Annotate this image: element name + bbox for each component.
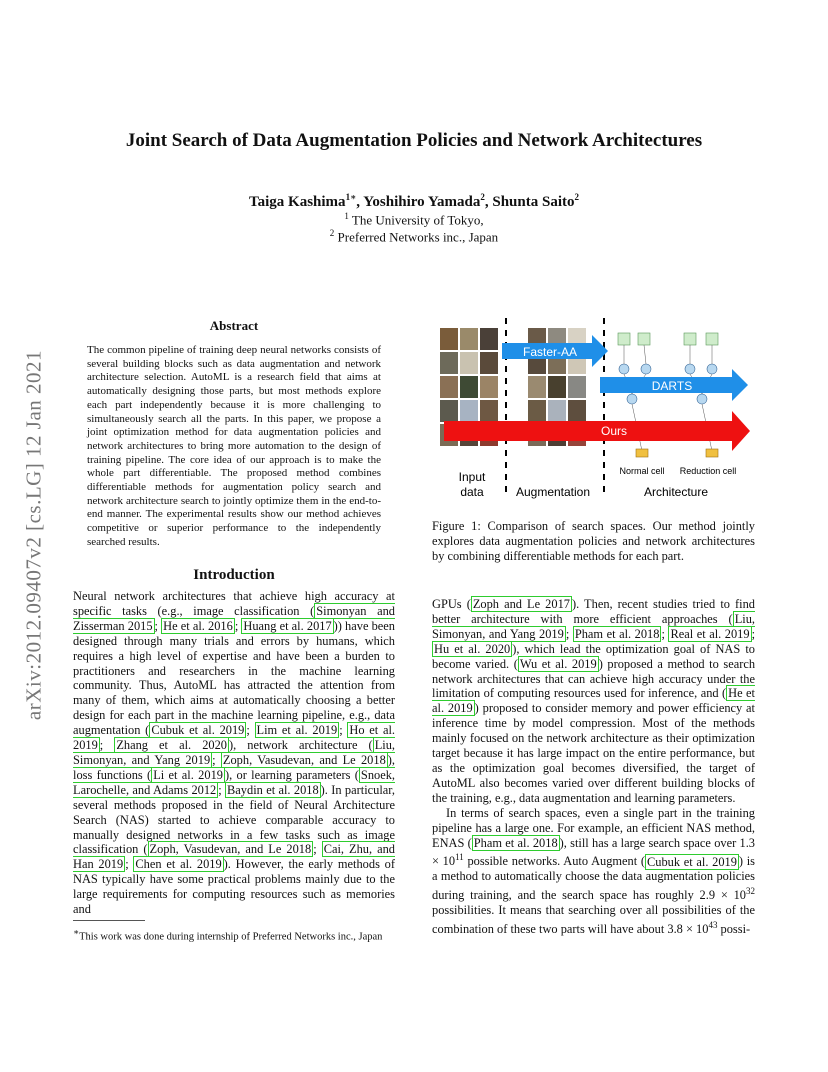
- author-name: Yoshihiro Yamada: [363, 194, 481, 210]
- text-run: Neural network architectures that achieve high accuracy at specific tasks (e.g., image classification (: [73, 589, 395, 618]
- citation-link[interactable]: Simonyan and Zisserman 2015: [73, 603, 396, 633]
- exponent: 32: [746, 886, 755, 897]
- cell-node: [638, 333, 650, 345]
- text-run: ;: [212, 752, 221, 767]
- intro-heading: Introduction: [193, 567, 275, 583]
- citation-link[interactable]: Lim et al. 2019: [256, 723, 338, 738]
- architecture-label: Architecture: [643, 485, 709, 499]
- footnote: [73, 926, 395, 944]
- thumbnail-image: [440, 328, 458, 350]
- thumbnail-image: [480, 328, 498, 350]
- data-label: data: [460, 485, 484, 499]
- affiliation-mark: 1: [344, 211, 349, 221]
- thumbnail-image: [568, 400, 586, 422]
- citation-link[interactable]: Wu et al. 2019: [519, 656, 597, 671]
- intro-paragraph: [73, 589, 395, 917]
- text-run: ;: [313, 842, 322, 857]
- citation-link[interactable]: Cai, Zhu, and Han 2019: [73, 842, 395, 872]
- citation-link[interactable]: Hu et al. 2020: [434, 641, 511, 656]
- body-paragraph: [432, 597, 755, 806]
- text-run: In terms of search spaces, even a single part in the training pipeline has a large one. For example, an efficient NAS method, ENAS (: [432, 805, 755, 850]
- arxiv-id: arXiv:2012.09407v2 [cs.LG] 12 Jan 2021: [21, 349, 46, 721]
- affiliation-mark: 2: [329, 228, 335, 238]
- input-label: Input: [458, 470, 486, 484]
- cell-node: [618, 333, 630, 345]
- thumbnail-image: [440, 352, 458, 374]
- cell-node: [627, 394, 637, 404]
- cell-node: [685, 364, 695, 374]
- citation-link[interactable]: Snoek, Larochelle, and Adams 2012: [73, 767, 395, 797]
- exponent: 11: [455, 852, 464, 863]
- text-run: ) proposed to consider memory and power efficiency at inference time by model compression. Most of the methods mainly focused on the network architecture as their optimization target because it has large impact on the entire performance, but as the optimization goal becomes diversified, the target of AutoML also becomes varied over different building blocks of the training, e.g., data augmentation and learning parameters.: [432, 701, 755, 805]
- author-name: Taiga Kashima: [249, 194, 346, 210]
- text-run: ;: [751, 626, 756, 641]
- text-run: ;: [339, 723, 348, 738]
- thumbnail-image: [480, 376, 498, 398]
- text-run: ), or learning parameters (: [224, 767, 359, 782]
- thumbnail-image: [548, 400, 566, 422]
- citation-link[interactable]: Huang et al. 2017: [243, 618, 332, 633]
- normal-cell-label: Normal cell: [619, 466, 665, 476]
- exponent: 43: [708, 920, 718, 931]
- thumbnail-image: [528, 376, 546, 398]
- arxiv-sidebar: [14, 300, 54, 770]
- citation-link[interactable]: Zoph, Vasudevan, and Le 2018: [222, 752, 386, 767]
- text-run: ), which lead the optimization goal of NAS to become varied. (: [432, 641, 756, 671]
- right-column: [432, 597, 755, 937]
- ours-label: Ours: [600, 424, 628, 438]
- thumbnail-image: [460, 352, 478, 374]
- paper-title: Joint Search of Data Augmentation Policies and Network Architectures: [125, 130, 703, 151]
- augmentation-label: Augmentation: [515, 485, 591, 499]
- text-run: GPUs (: [432, 597, 471, 611]
- citation-link[interactable]: Ho et al. 2019: [73, 723, 395, 753]
- abstract-heading: Abstract: [209, 318, 259, 333]
- cell-node: [697, 394, 707, 404]
- text-run: ;: [99, 738, 115, 753]
- citation-link[interactable]: Li et al. 2019: [153, 767, 223, 782]
- text-run: ), network architecture (: [229, 738, 373, 753]
- citation-link[interactable]: Baydin et al. 2018: [227, 782, 319, 797]
- text-run: ;: [661, 626, 669, 641]
- text-run: possi-: [717, 922, 751, 937]
- cell-node: [619, 364, 629, 374]
- footnote-text: This work was done during internship of Preferred Networks inc., Japan: [79, 931, 383, 943]
- affiliation-text: Preferred Networks inc., Japan: [337, 229, 499, 245]
- footnote-rule: [73, 920, 145, 921]
- thumbnail-image: [548, 376, 566, 398]
- text-run: possible networks. Auto Augment (: [463, 854, 646, 869]
- thumbnail-image: [480, 400, 498, 422]
- citation-link[interactable]: Pham et al. 2018: [574, 626, 660, 641]
- citation-link[interactable]: Liu, Simonyan, and Yang 2019: [432, 611, 755, 641]
- text-run: ;: [125, 857, 134, 872]
- affiliation-text: The University of Tokyo,: [351, 212, 484, 228]
- cell-node: [684, 333, 696, 345]
- body-paragraph: [432, 806, 755, 938]
- edge-line: [644, 345, 646, 364]
- footnote-mark: ∗: [73, 927, 80, 937]
- text-run: ), loss functions (: [73, 752, 396, 782]
- citation-link[interactable]: Zhang et al. 2020: [116, 738, 227, 753]
- text-run: ;: [246, 723, 255, 738]
- citation-link[interactable]: Real et al. 2019: [670, 626, 750, 641]
- text-run: ). However, the early methods of NAS typically have some practical problems mainly due to the large requirements for computing resources such as memories and: [73, 857, 395, 917]
- author-name: Shunta Saito: [492, 194, 575, 210]
- affiliation: [60, 228, 768, 245]
- citation-link[interactable]: Zoph, Vasudevan, and Le 2018: [149, 842, 312, 857]
- thumbnail-image: [440, 400, 458, 422]
- citation-link[interactable]: Liu, Simonyan, and Yang 2019: [73, 738, 395, 767]
- text-run: )) have been designed through many trials and errors by humans, which requires a high level of expertise and have been a burden to practitioners and researchers in the machine learning community. Thus, AutoML has attracted the attention from many of them, which aims at automatically choosing a better design for each part in the machine learning pipeline, e.g., data augmentation (: [73, 618, 395, 738]
- citation-link[interactable]: He et al. 2019: [432, 686, 755, 716]
- abstract-text: The common pipeline of training deep neural networks consists of several building blocks such as data augmentation and network architecture selection. AutoML is a research field that aims at automatically designing those parts, but most methods explore each part independently because it is more challenging to simultaneously search all the parts. In this paper, we propose a joint optimization method for data augmentation policies and network architectures to bring more automation to the design of training pipeline. The core idea of our approach is to make the whole part differentiable. The proposed method combines differentiable methods for augmentation policy search and network architecture search to jointly optimize them in the end-to-end manner. The experimental results show our method achieves competitive or superior performance to the independently searched results.: [87, 344, 381, 548]
- output-node: [636, 449, 648, 457]
- thumbnail-image: [460, 328, 478, 350]
- figure-caption: Figure 1: Comparison of search spaces. Our method jointly explores data augmentation policies and network architectures by combining differentiable methods for each part.: [432, 519, 755, 563]
- thumbnail-image: [528, 400, 546, 422]
- citation-link[interactable]: Cubuk et al. 2019: [647, 854, 737, 869]
- author-list: Taiga Kashima$^{1∗}$, Yoshihiro Yamada$^2$, Shunta Saito$^2$: [249, 192, 579, 210]
- citation-link[interactable]: He et al. 2016: [163, 618, 233, 633]
- cell-node: [641, 364, 651, 374]
- cell-node: [706, 333, 718, 345]
- text-run: possibilities. It means that searching over all possibilities of the combination of these two parts will have about 3.8 × 10: [432, 903, 755, 937]
- figure-1: [432, 313, 757, 508]
- faster-aa-label: Faster-AA: [522, 345, 578, 359]
- text-run: ) is a method to automatically choose the data augmentation policies during training, and the search space has roughly 2.9 × 10: [432, 854, 755, 903]
- cell-node: [707, 364, 717, 374]
- darts-label: DARTS: [651, 379, 693, 393]
- output-node: [706, 449, 718, 457]
- author-mark: 2: [574, 192, 579, 202]
- thumbnail-image: [568, 376, 586, 398]
- text-run: ;: [234, 618, 242, 633]
- text-run: ;: [218, 782, 226, 797]
- figure-diagram: [432, 313, 757, 508]
- thumbnail-image: [480, 352, 498, 374]
- reduction-cell-label: Reduction cell: [679, 466, 737, 476]
- text-run: ). Then, recent studies tried to find better architecture with more efficient approaches (: [432, 597, 755, 626]
- text-run: ). In particular, several methods proposed in the field of Neural Architecture Search (NAS) started to achieve comparable accuracy to manually designed networks in a few tasks such as image classification (: [73, 782, 396, 857]
- citation-link[interactable]: Chen et al. 2019: [135, 857, 222, 872]
- text-run: ;: [154, 618, 162, 633]
- affiliation: [60, 211, 768, 228]
- author-mark: 2: [480, 192, 485, 202]
- thumbnail-image: [460, 400, 478, 422]
- author-mark: 1∗: [345, 192, 357, 202]
- text-run: ;: [565, 626, 573, 641]
- citation-link[interactable]: Zoph and Le 2017: [472, 597, 570, 611]
- citation-link[interactable]: Cubuk et al. 2019: [151, 723, 245, 738]
- thumbnail-image: [460, 376, 478, 398]
- citation-link[interactable]: Pham et al. 2018: [473, 835, 558, 850]
- text-run: ), still has a large search space over 1.3 × 10: [432, 835, 755, 869]
- thumbnail-image: [440, 376, 458, 398]
- text-run: ) proposed a method to search network architectures that can achieve high accuracy under the limitation of computing resources used for inference, and (: [432, 656, 756, 701]
